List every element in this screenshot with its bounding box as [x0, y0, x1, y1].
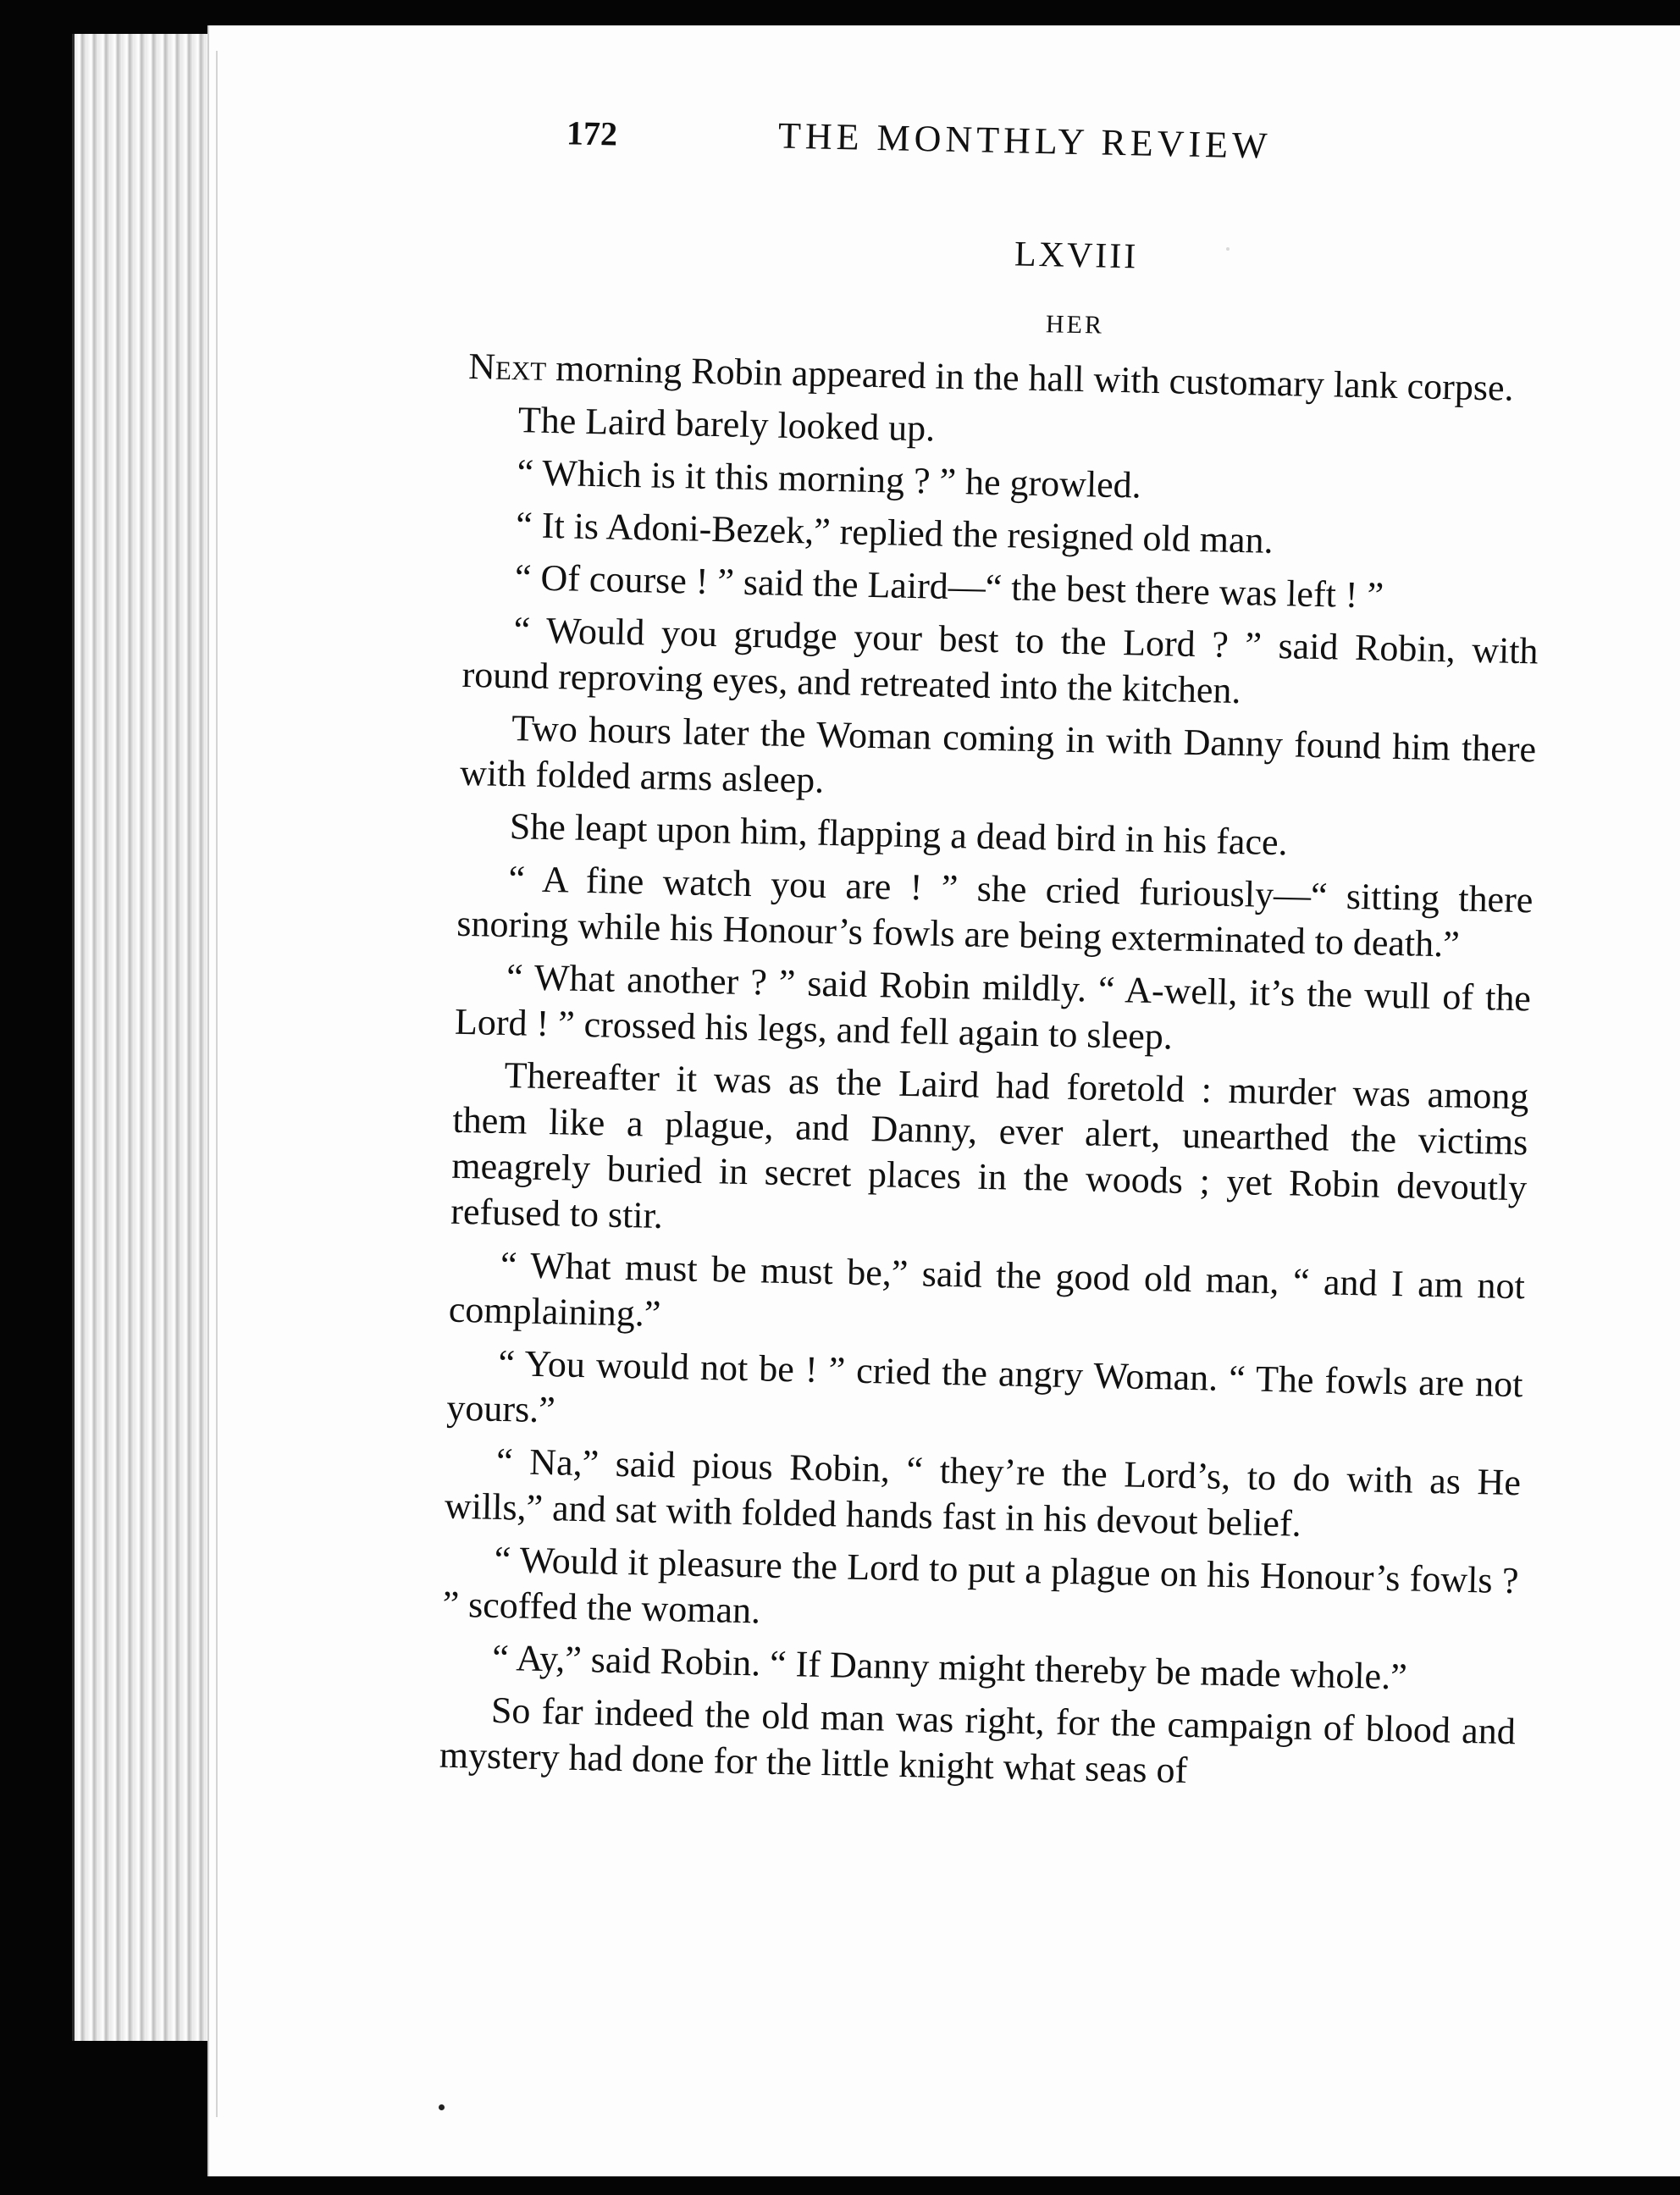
running-title: THE MONTHLY REVIEW: [777, 114, 1272, 167]
paragraph: “ Would you grudge your best to the Lord ? ” said Robin, with round reproving eyes, and retreated into the kitchen.: [461, 609, 1539, 712]
paragraph: “ What another ? ” said Robin mildly. “ A-well, it’s the wull of the Lord ! ” crossed his legs, and fell again to sleep.: [454, 956, 1532, 1058]
paragraph: “ Ay,” said Robin. “ If Danny might thereby be made whole.”: [491, 1636, 1408, 1698]
body-text: [439, 344, 1544, 1800]
paragraph: The Laird barely looked up.: [517, 399, 936, 450]
page-number: 172: [566, 113, 618, 153]
paragraph: “ A fine watch you are ! ” she cried furiously—“ sitting there snoring while his Honour’s fowls are being exterminated to death.”: [456, 858, 1534, 965]
lead-word: Next: [467, 345, 547, 389]
text-block: [439, 93, 1550, 1807]
paragraph: “ You would not be ! ” cried the angry Woman. “ The fowls are not yours.”: [445, 1341, 1523, 1431]
paragraph: “ Which is it this morning ? ” he growled.: [517, 451, 1142, 506]
page-fold-line: [216, 51, 218, 2117]
chapter-number: LXVIII: [1014, 235, 1139, 277]
paragraph: “ Na,” said pious Robin, “ they’re the Lord’s, to do with as He wills,” and sat with folded hands fast in his devout belief.: [444, 1440, 1522, 1545]
paragraph: “ Would it pleasure the Lord to put a plague on his Honour’s fowls ? ” scoffed the woman.: [442, 1538, 1519, 1632]
paragraph: So far indeed the old man was right, for the campaign of blood and mystery had done for the little knight what seas of: [439, 1689, 1517, 1792]
paragraph: She leapt upon him, flapping a dead bird in his face.: [509, 805, 1289, 864]
paragraph: Two hours later the Woman coming in with Danny found him there with folded arms asleep.: [459, 707, 1537, 801]
paragraph: Thereafter it was as the Laird had foretold : murder was among them like a plague, and Danny, ever alert, unearthed the victims meagrely buried in secret places in the woods ; yet Robin devoutly refused to stir.: [450, 1054, 1529, 1236]
paragraph: “ What must be must be,” said the good old man, “ and I am not complaining.”: [448, 1243, 1526, 1335]
chapter-title: HER: [1045, 310, 1105, 340]
paragraph: “ It is Adoni-Bezek,” replied the resigned old man.: [515, 504, 1274, 561]
paragraph-text: morning Robin appeared in the hall with customary lank corpse.: [545, 346, 1515, 409]
scan-speck: [439, 2104, 445, 2110]
paragraph: “ Of course ! ” said the Laird—“ the best there was left ! ”: [514, 556, 1384, 616]
